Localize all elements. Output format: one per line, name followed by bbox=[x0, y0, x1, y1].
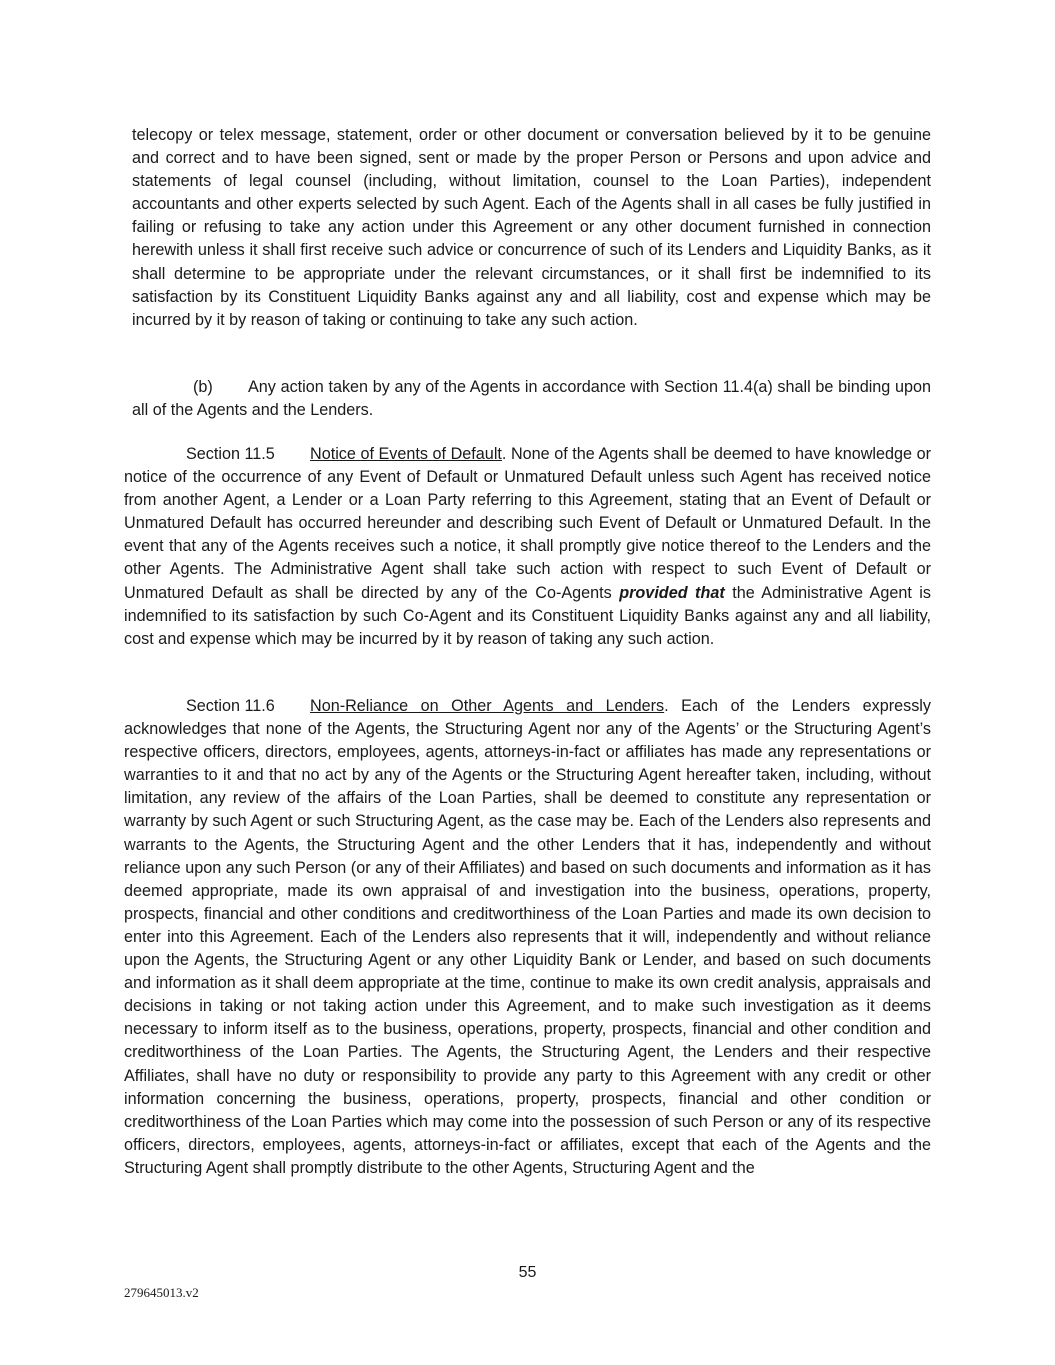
page-number: 55 bbox=[518, 1264, 537, 1281]
section-11-5-number: Section 11.5 bbox=[186, 445, 275, 463]
paragraph-b-text: Any action taken by any of the Agents in accordance with Section 11.4(a) shall be binding upon all of the Agents and the Lenders. bbox=[132, 378, 931, 420]
paragraph-b bbox=[132, 376, 931, 422]
section-11-5-text-after: the Administrative Agent is indemnified to its satisfaction by such Co-Agent and its Constituent Liquidity Banks against any and all liability, cost and expense which may be incurred by it by reason of taking any such action. bbox=[124, 583, 931, 648]
section-11-6-heading: Non-Reliance on Other Agents and Lenders bbox=[310, 697, 665, 715]
section-11-6-paragraph bbox=[124, 695, 931, 1180]
section-11-5-heading: Notice of Events of Default bbox=[310, 445, 502, 463]
section-11-5-paragraph bbox=[124, 443, 931, 651]
paragraph-b-label: (b) bbox=[193, 378, 213, 396]
section-11-6-number: Section 11.6 bbox=[186, 697, 275, 715]
document-id: 279645013.v2 bbox=[124, 1285, 199, 1300]
section-11-5-text: . None of the Agents shall be deemed to have knowledge or notice of the occurrence of any Event of Default or Unmatured Default unless such Agent has received notice from another Agent, a Lender or a Loan Party referring to this Agreement, stating that an Event of Default or Unmatured Default has occurred hereunder and describing such Event of Default or Unmatured Default. In the event that any of the Agents receives such a notice, it shall promptly give notice thereof to the Lenders and the other Agents. The Administrative Agent shall take such action with respect to such Event of Default or Unmatured Default as shall be directed by any of the Co-Agents bbox=[124, 445, 931, 602]
continuation-paragraph: telecopy or telex message, statement, order or other document or conversation believed by it to be genuine and correct and to have been signed, sent or made by the proper Person or Persons and upon advice and statements of legal counsel (including, without limitation, counsel to the Loan Parties), independent accountants and other experts selected by such Agent. Each of the Agents shall in all cases be fully justified in failing or refusing to take any action under this Agreement or any other document furnished in connection herewith unless it shall first receive such advice or concurrence of such of its Lenders and Liquidity Banks, as it shall determine to be appropriate under the relevant circumstances, or it shall first be indemnified to its satisfaction by its Constituent Liquidity Banks against any and all liability, cost and expense which may be incurred by it by reason of taking or continuing to take any such action. bbox=[132, 126, 931, 329]
section-11-5-emphasis: provided that bbox=[619, 583, 725, 602]
section-11-6-text: . Each of the Lenders expressly acknowledges that none of the Agents, the Structuring Agent nor any of the Agents’ or the Structuring Agent’s respective officers, directors, employees, agents, attorneys-in-fact or affiliates has made any representations or warranties to it and that no act by any of the Agents or the Structuring Agent hereafter taken, including, without limitation, any review of the affairs of the Loan Parties, shall be deemed to constitute any representation or warranty by such Agent or such Structuring Agent, as the case may be. Each of the Lenders also represents and warrants to the Agents, the Structuring Agent and the other Lenders that it has, independently and without reliance upon any such Person (or any of their Affiliates) and based on such documents and information as it has deemed appropriate, made its own appraisal of and investigation into the business, operations, property, prospects, financial and other conditions and creditworthiness of the Loan Parties and made its own decision to enter into this Agreement. Each of the Lenders also represents that it will, independently and without reliance upon the Agents, the Structuring Agent or any other Liquidity Bank or Lender, and based on such documents and information as it shall deem appropriate at the time, continue to make its own credit analysis, appraisals and decisions in taking or not taking action under this Agreement, and to make such investigation as it deems necessary to inform itself as to the business, operations, property, prospects, financial and other condition and creditworthiness of the Loan Parties. The Agents, the Structuring Agent, the Lenders and their respective Affiliates, shall have no duty or responsibility to provide any party to this Agreement with any credit or other information concerning the business, operations, property, prospects, financial and other condition or creditworthiness of the Loan Parties which may come into the possession of such Person or any of its respective officers, directors, employees, agents, attorneys-in-fact or affiliates, except that each of the Agents and the Structuring Agent shall promptly distribute to the other Agents, Structuring Agent and the bbox=[124, 697, 931, 1177]
